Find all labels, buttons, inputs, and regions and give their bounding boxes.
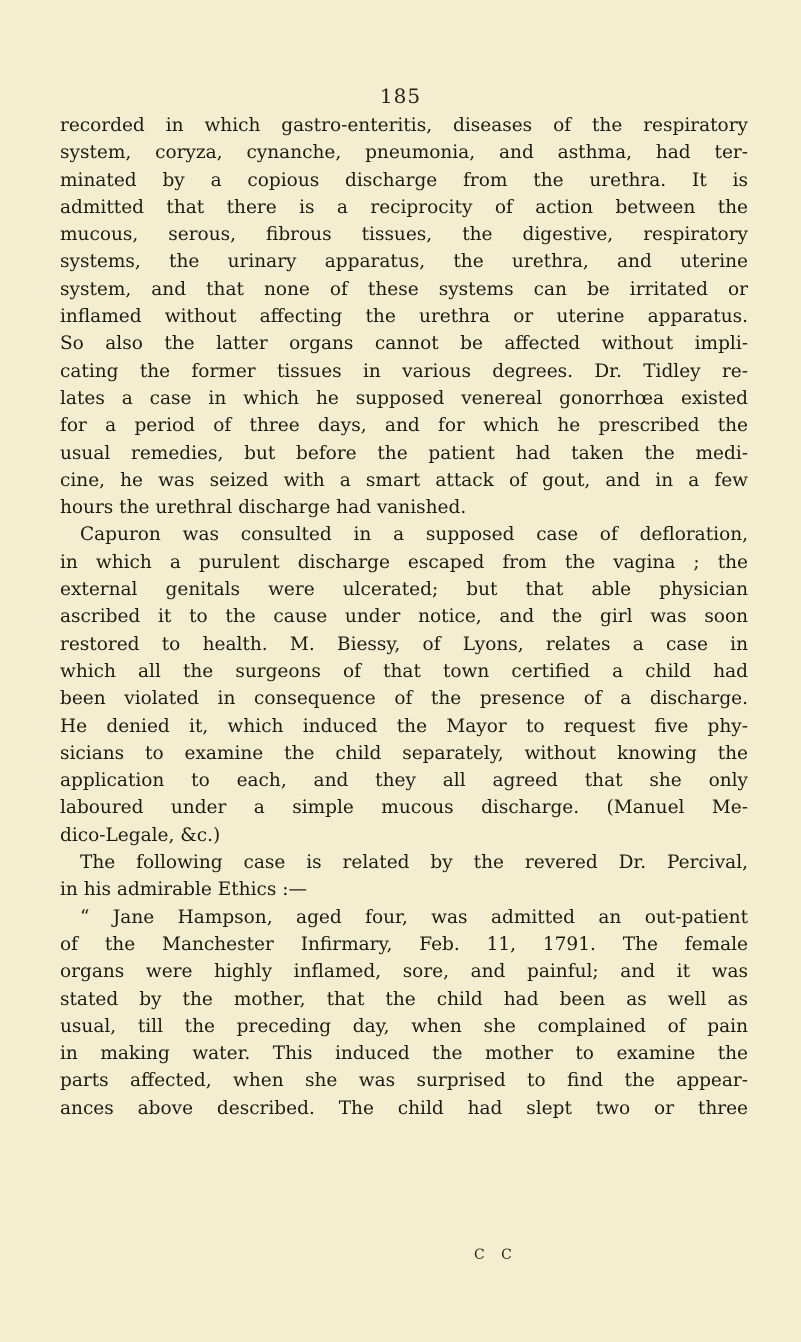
body-text <box>60 112 748 1122</box>
signature-mark: C C <box>474 1247 518 1263</box>
text-line: application to each, and they all agreed that she only <box>60 770 748 792</box>
text-line: hours the urethral discharge had vanished. <box>60 497 467 519</box>
text-line: sicians to examine the child separately, without knowing the <box>60 742 748 764</box>
text-line: laboured under a simple mucous discharge. (Manuel Me- <box>60 797 748 819</box>
text-line: parts affected, when she was surprised to find the appear- <box>60 1070 748 1092</box>
text-line: “ Jane Hampson, aged four, was admitted an out-patient <box>80 906 748 928</box>
text-line: He denied it, which induced the Mayor to request five phy- <box>60 715 748 737</box>
text-line: external genitals were ulcerated; but that able physician <box>60 579 748 601</box>
text-line: stated by the mother, that the child had been as well as <box>60 988 748 1010</box>
text-line: system, and that none of these systems can be irritated or <box>60 278 748 300</box>
text-line: inflamed without affecting the urethra or uterine apparatus. <box>60 306 748 328</box>
text-line: usual remedies, but before the patient had taken the medi- <box>60 442 748 464</box>
text-line: system, coryza, cynanche, pneumonia, and asthma, had ter- <box>60 142 748 164</box>
page-number: 185 <box>379 84 422 108</box>
text-line: which all the surgeons of that town certified a child had <box>60 660 748 682</box>
text-line: So also the latter organs cannot be affected without impli- <box>60 333 748 355</box>
text-line: restored to health. M. Biessy, of Lyons, relates a case in <box>60 633 748 655</box>
text-line: of the Manchester Infirmary, Feb. 11, 1791. The female <box>60 933 748 955</box>
text-line: ascribed it to the cause under notice, and the girl was soon <box>60 606 748 628</box>
text-line: systems, the urinary apparatus, the urethra, and uterine <box>60 251 748 273</box>
text-line: in which a purulent discharge escaped from the vagina ; the <box>60 551 748 573</box>
text-line: lates a case in which he supposed venereal gonorrhœa existed <box>60 387 748 409</box>
text-line: usual, till the preceding day, when she complained of pain <box>60 1015 748 1037</box>
text-line: minated by a copious discharge from the urethra. It is <box>60 169 748 191</box>
text-line: cine, he was seized with a smart attack of gout, and in a few <box>60 469 748 491</box>
text-line: been violated in consequence of the presence of a discharge. <box>60 688 748 710</box>
text-line: in making water. This induced the mother to examine the <box>60 1043 748 1065</box>
text-line: admitted that there is a reciprocity of action between the <box>60 196 748 218</box>
text-line: for a period of three days, and for which he prescribed the <box>60 415 748 437</box>
text-line: in his admirable Ethics :— <box>60 879 307 901</box>
text-line: cating the former tissues in various degrees. Dr. Tidley re- <box>60 360 748 382</box>
text-line: organs were highly inflamed, sore, and painful; and it was <box>60 961 748 983</box>
text-line: mucous, serous, fibrous tissues, the digestive, respiratory <box>60 224 748 246</box>
text-line: recorded in which gastro-enteritis, diseases of the respiratory <box>60 115 748 136</box>
text-line: The following case is related by the revered Dr. Percival, <box>80 852 748 874</box>
text-line: Capuron was consulted in a supposed case of defloration, <box>80 524 748 546</box>
text-line: dico-Legale, &c.) <box>60 824 221 846</box>
text-line: ances above described. The child had slept two or three <box>60 1097 748 1119</box>
